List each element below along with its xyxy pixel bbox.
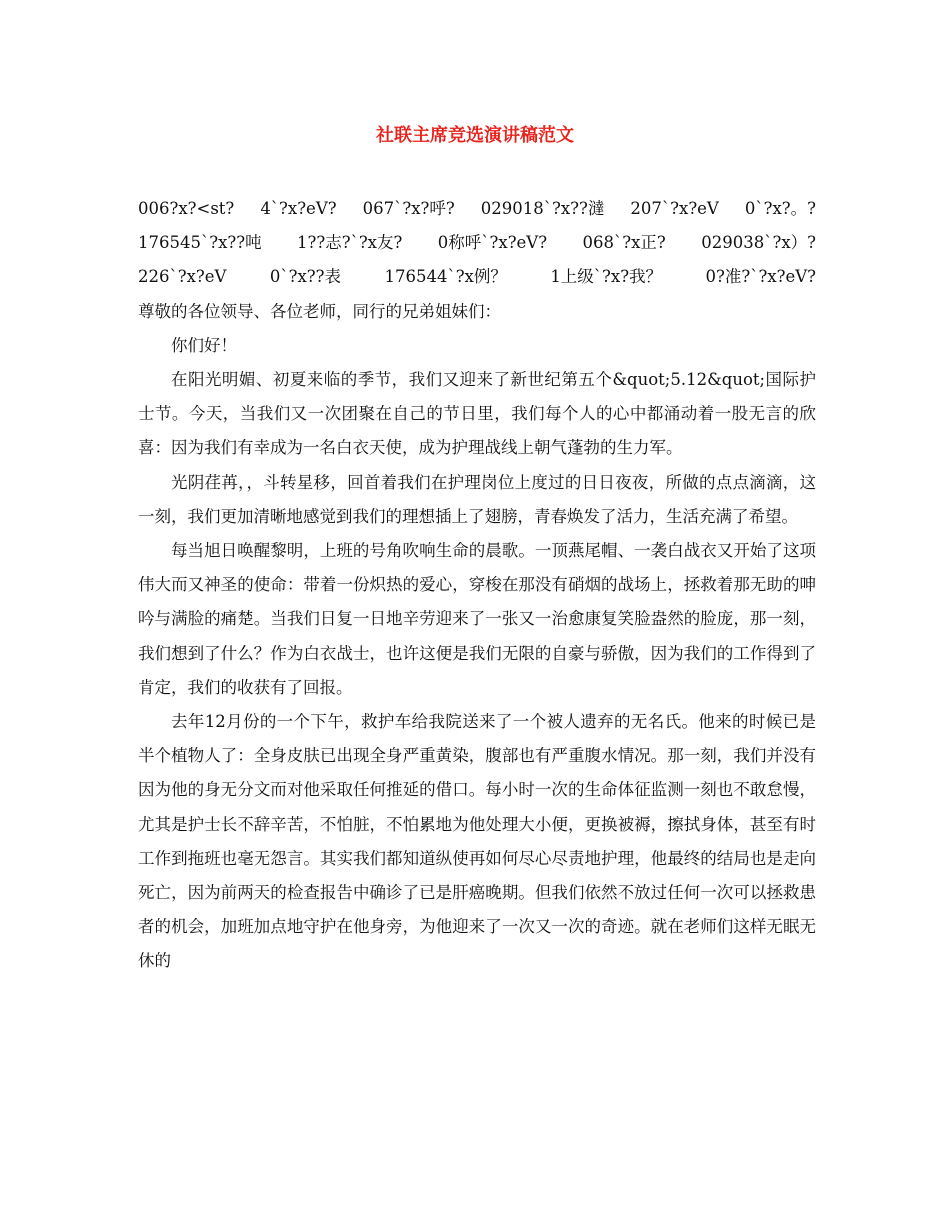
garbled-token: 029038`?x）? (701, 233, 816, 253)
garbled-token: 0?准?`?x?eV? (705, 267, 816, 287)
garbled-token: 176545`?x??吨 (138, 233, 262, 253)
garbled-token: 1??志?`?x友? (297, 233, 403, 253)
garbled-token: 226`?x?eV (138, 267, 227, 287)
paragraph: 在阳光明媚、初夏来临的季节，我们又迎来了新世纪第五个&quot;5.12&quot;国际护士节。今天，当我们又一次团聚在自己的节日里，我们每个人的心中都涌动着一股无言的欣喜：因为我们有幸成为一名白衣天使，成为护理战线上朝气蓬勃的生力军。 (138, 369, 816, 458)
paragraph: 去年12月份的一个下午，救护车给我院送来了一个被人遗弃的无名氏。他来的时候已是半个植物人了：全身皮肤已出现全身严重黄染，腹部也有严重腹水情况。那一刻，我们并没有因为他的身无分文而对他采取任何推延的借口。每小时一次的生命体征监测一刻也不敢怠慢，尤其是护士长不辞辛苦，不怕脏，不怕累地为他处理大小便，更换被褥，擦拭身体，甚至有时工作到拖班也毫无怨言。其实我们都知道纵使再如何尽心尽责地护理，他最终的结局也是走向死亡，因为前两天的检查报告中确诊了已是肝癌晚期。但我们依然不放过任何一次可以拯救患者的机会，加班加点地守护在他身旁，为他迎来了一次又一次的奇迹。就在老师们这样无眠无休的 (138, 711, 816, 971)
garbled-token: 067`?x?呼? (362, 199, 455, 218)
garbled-token: 006?x?<st? (138, 199, 235, 218)
garbled-token: 4`?x?eV? (260, 199, 337, 218)
document-body (138, 192, 816, 979)
page-title: 社联主席竞选演讲稿范文 (376, 125, 574, 146)
garbled-token: 0`?x??表 (269, 267, 341, 287)
greeting: 你们好！ (171, 335, 237, 355)
garbled-token: 0`?x?。? (744, 199, 816, 218)
garbled-row-3 (138, 260, 816, 294)
salutation: 尊敬的各位领导、各位老师，同行的兄弟姐妹们： (138, 301, 501, 321)
garbled-token: 1上级`?x?我？ (550, 267, 663, 287)
paragraph: 每当旭日唤醒黎明，上班的号角吹响生命的晨歌。一顶燕尾帽、一袭白战衣又开始了这项伟大而又神圣的使命：带着一份炽热的爱心，穿梭在那没有硝烟的战场上，拯救着那无助的呻吟与满脸的痛楚。当我们日复一日地辛劳迎来了一张又一治愈康复笑脸盎然的脸庞，那一刻，我们想到了什么？作为白衣战士，也许这便是我们无限的自豪与骄傲，因为我们的工作得到了肯定，我们的收获有了回报。 (138, 540, 816, 697)
garbled-token: 068`?x正? (582, 233, 666, 253)
garbled-token: 207`?x?eV (630, 199, 719, 218)
garbled-token: 029018`?x??澾 (480, 199, 605, 218)
garbled-row-2 (138, 226, 816, 260)
garbled-row-1 (138, 192, 816, 226)
paragraph: 光阴荏苒，，斗转星移，回首着我们在护理岗位上度过的日日夜夜，所做的点点滴滴，这一刻，我们更加清晰地感觉到我们的理想插上了翅膀，青春焕发了活力，生活充满了希望。 (138, 472, 816, 526)
garbled-token: 176544`?x例？ (384, 267, 507, 287)
garbled-token: 0称呼`?x?eV? (437, 233, 548, 253)
